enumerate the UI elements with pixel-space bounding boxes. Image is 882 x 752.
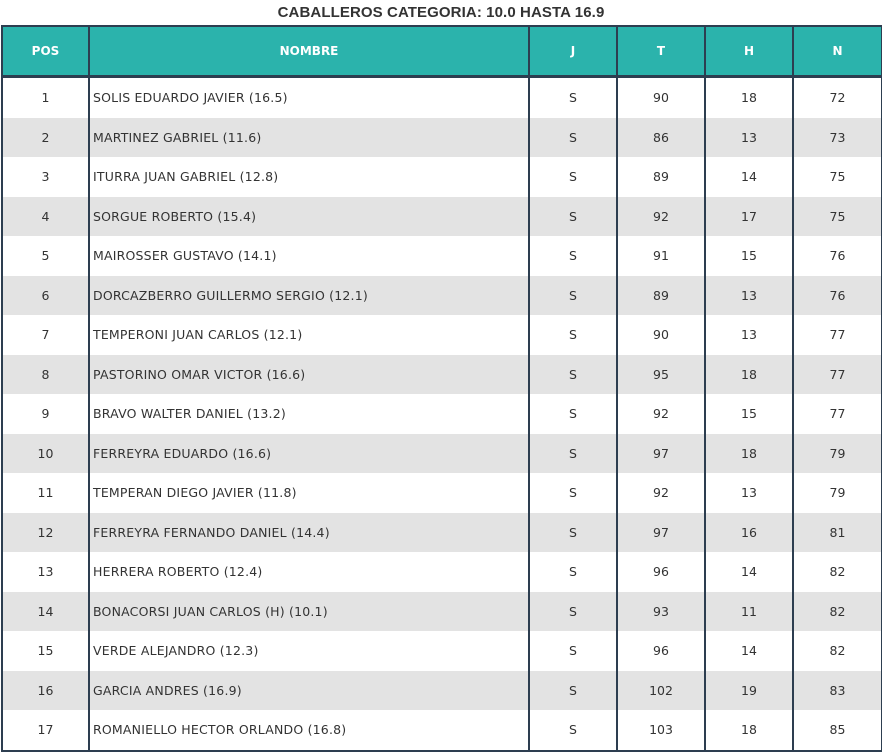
table-row xyxy=(2,355,882,395)
cell-n: 75 xyxy=(793,157,882,197)
cell-n: 75 xyxy=(793,197,882,237)
cell-h: 14 xyxy=(705,157,793,197)
cell-t: 90 xyxy=(617,77,705,118)
cell-t: 90 xyxy=(617,315,705,355)
column-header-t: T xyxy=(617,26,705,77)
cell-t: 92 xyxy=(617,394,705,434)
cell-nombre: VERDE ALEJANDRO (12.3) xyxy=(89,631,529,671)
cell-n: 77 xyxy=(793,355,882,395)
cell-j: S xyxy=(529,236,617,276)
results-table xyxy=(1,25,882,752)
column-header-j: J xyxy=(529,26,617,77)
cell-n: 77 xyxy=(793,394,882,434)
cell-pos: 9 xyxy=(2,394,89,434)
table-row xyxy=(2,118,882,158)
cell-j: S xyxy=(529,434,617,474)
table-row xyxy=(2,631,882,671)
cell-t: 93 xyxy=(617,592,705,632)
cell-pos: 13 xyxy=(2,552,89,592)
column-header-h: H xyxy=(705,26,793,77)
table-row xyxy=(2,513,882,553)
cell-nombre: SORGUE ROBERTO (15.4) xyxy=(89,197,529,237)
cell-h: 19 xyxy=(705,671,793,711)
cell-n: 82 xyxy=(793,552,882,592)
cell-h: 18 xyxy=(705,355,793,395)
cell-j: S xyxy=(529,592,617,632)
cell-pos: 8 xyxy=(2,355,89,395)
cell-t: 97 xyxy=(617,513,705,553)
cell-n: 73 xyxy=(793,118,882,158)
cell-j: S xyxy=(529,118,617,158)
cell-t: 92 xyxy=(617,197,705,237)
table-row xyxy=(2,197,882,237)
cell-j: S xyxy=(529,157,617,197)
cell-t: 96 xyxy=(617,552,705,592)
cell-pos: 6 xyxy=(2,276,89,316)
cell-t: 89 xyxy=(617,157,705,197)
table-row xyxy=(2,315,882,355)
results-body xyxy=(2,77,882,751)
cell-nombre: DORCAZBERRO GUILLERMO SERGIO (12.1) xyxy=(89,276,529,316)
cell-t: 96 xyxy=(617,631,705,671)
cell-j: S xyxy=(529,552,617,592)
cell-nombre: PASTORINO OMAR VICTOR (16.6) xyxy=(89,355,529,395)
table-row xyxy=(2,157,882,197)
cell-pos: 15 xyxy=(2,631,89,671)
cell-n: 76 xyxy=(793,276,882,316)
cell-h: 13 xyxy=(705,473,793,513)
table-row xyxy=(2,473,882,513)
table-row xyxy=(2,592,882,632)
table-row xyxy=(2,394,882,434)
cell-t: 103 xyxy=(617,710,705,751)
cell-h: 18 xyxy=(705,434,793,474)
table-row xyxy=(2,671,882,711)
cell-nombre: BONACORSI JUAN CARLOS (H) (10.1) xyxy=(89,592,529,632)
cell-n: 79 xyxy=(793,434,882,474)
table-row xyxy=(2,77,882,118)
column-header-n: N xyxy=(793,26,882,77)
cell-j: S xyxy=(529,77,617,118)
cell-h: 11 xyxy=(705,592,793,632)
cell-n: 81 xyxy=(793,513,882,553)
cell-pos: 7 xyxy=(2,315,89,355)
cell-h: 13 xyxy=(705,276,793,316)
cell-j: S xyxy=(529,710,617,751)
cell-pos: 11 xyxy=(2,473,89,513)
cell-h: 14 xyxy=(705,631,793,671)
cell-t: 86 xyxy=(617,118,705,158)
cell-nombre: SOLIS EDUARDO JAVIER (16.5) xyxy=(89,77,529,118)
cell-n: 76 xyxy=(793,236,882,276)
cell-pos: 5 xyxy=(2,236,89,276)
column-header-nombre: NOMBRE xyxy=(89,26,529,77)
cell-h: 13 xyxy=(705,315,793,355)
cell-h: 13 xyxy=(705,118,793,158)
cell-pos: 12 xyxy=(2,513,89,553)
cell-t: 97 xyxy=(617,434,705,474)
cell-nombre: GARCIA ANDRES (16.9) xyxy=(89,671,529,711)
cell-pos: 4 xyxy=(2,197,89,237)
cell-j: S xyxy=(529,473,617,513)
cell-n: 82 xyxy=(793,592,882,632)
page-title: CABALLEROS CATEGORIA: 10.0 HASTA 16.9 xyxy=(277,4,605,21)
cell-nombre: ROMANIELLO HECTOR ORLANDO (16.8) xyxy=(89,710,529,751)
header-row xyxy=(2,26,882,77)
cell-pos: 10 xyxy=(2,434,89,474)
cell-pos: 2 xyxy=(2,118,89,158)
cell-t: 102 xyxy=(617,671,705,711)
cell-t: 95 xyxy=(617,355,705,395)
cell-j: S xyxy=(529,513,617,553)
cell-h: 16 xyxy=(705,513,793,553)
cell-j: S xyxy=(529,276,617,316)
cell-j: S xyxy=(529,355,617,395)
cell-j: S xyxy=(529,315,617,355)
cell-n: 85 xyxy=(793,710,882,751)
cell-nombre: TEMPERONI JUAN CARLOS (12.1) xyxy=(89,315,529,355)
cell-pos: 17 xyxy=(2,710,89,751)
cell-pos: 16 xyxy=(2,671,89,711)
cell-n: 77 xyxy=(793,315,882,355)
cell-h: 17 xyxy=(705,197,793,237)
cell-j: S xyxy=(529,197,617,237)
cell-j: S xyxy=(529,671,617,711)
cell-t: 89 xyxy=(617,276,705,316)
cell-pos: 14 xyxy=(2,592,89,632)
cell-nombre: MAIROSSER GUSTAVO (14.1) xyxy=(89,236,529,276)
cell-h: 18 xyxy=(705,710,793,751)
cell-nombre: ITURRA JUAN GABRIEL (12.8) xyxy=(89,157,529,197)
cell-j: S xyxy=(529,631,617,671)
cell-n: 82 xyxy=(793,631,882,671)
cell-j: S xyxy=(529,394,617,434)
cell-nombre: BRAVO WALTER DANIEL (13.2) xyxy=(89,394,529,434)
cell-pos: 1 xyxy=(2,77,89,118)
table-row xyxy=(2,710,882,751)
cell-n: 79 xyxy=(793,473,882,513)
cell-h: 18 xyxy=(705,77,793,118)
table-row xyxy=(2,236,882,276)
cell-nombre: HERRERA ROBERTO (12.4) xyxy=(89,552,529,592)
column-header-pos: POS xyxy=(2,26,89,77)
cell-h: 15 xyxy=(705,394,793,434)
table-row xyxy=(2,552,882,592)
cell-nombre: MARTINEZ GABRIEL (11.6) xyxy=(89,118,529,158)
table-row xyxy=(2,434,882,474)
cell-h: 14 xyxy=(705,552,793,592)
cell-pos: 3 xyxy=(2,157,89,197)
cell-nombre: FERREYRA EDUARDO (16.6) xyxy=(89,434,529,474)
cell-n: 83 xyxy=(793,671,882,711)
cell-t: 92 xyxy=(617,473,705,513)
table-row xyxy=(2,276,882,316)
cell-nombre: FERREYRA FERNANDO DANIEL (14.4) xyxy=(89,513,529,553)
cell-h: 15 xyxy=(705,236,793,276)
cell-nombre: TEMPERAN DIEGO JAVIER (11.8) xyxy=(89,473,529,513)
cell-n: 72 xyxy=(793,77,882,118)
cell-t: 91 xyxy=(617,236,705,276)
